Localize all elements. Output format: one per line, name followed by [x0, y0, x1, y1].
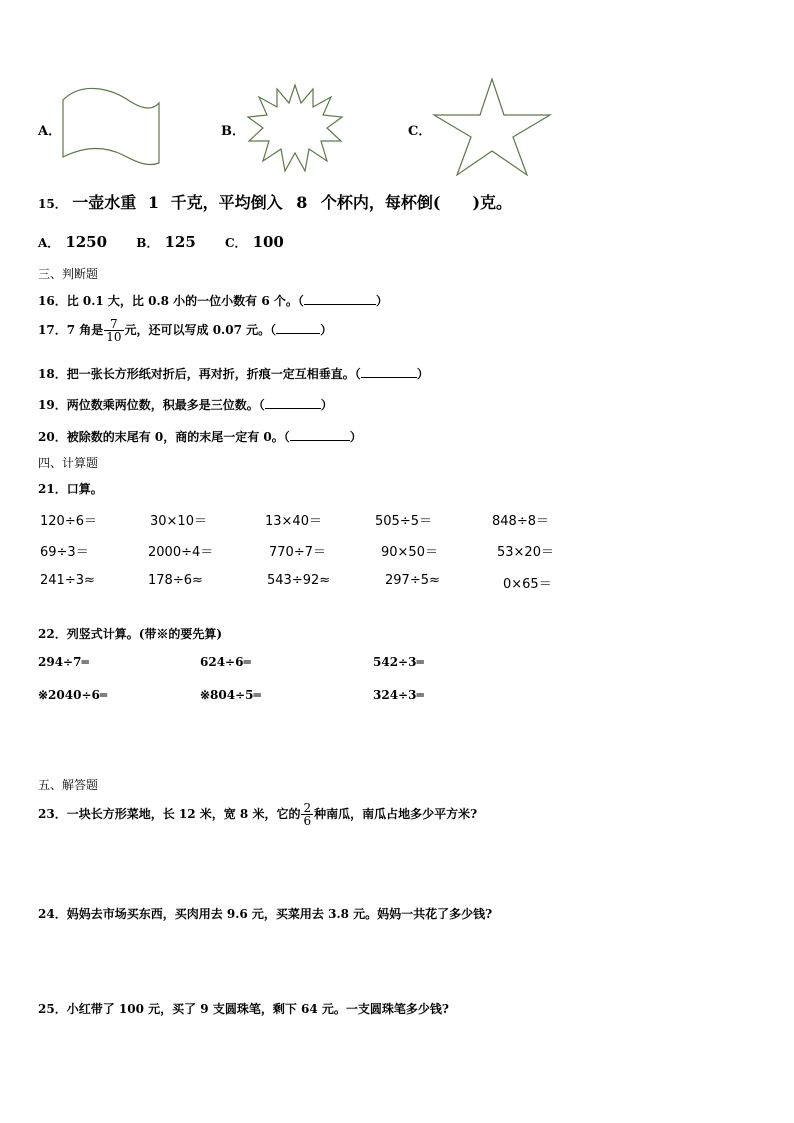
- q18-number: 18．: [38, 367, 67, 381]
- oral-item: 297÷5≈: [385, 573, 440, 588]
- oral-item: 770÷7＝: [269, 545, 326, 560]
- q14-option-a-label: A．: [38, 124, 62, 139]
- q22-number: 22．: [38, 627, 67, 641]
- q23-fraction: [301, 802, 313, 827]
- q15-text-3: 个杯内，每杯倒(: [320, 193, 441, 212]
- oral-item: 241÷3≈: [40, 573, 95, 588]
- q19-number: 19．: [38, 398, 67, 412]
- q18-close: ）: [416, 367, 429, 381]
- oral-item: 0×65＝: [503, 577, 552, 592]
- q17-close: ）: [320, 323, 333, 337]
- oral-item: 178÷6≈: [148, 573, 203, 588]
- q22-text: 列竖式计算。(带※的要先算): [66, 627, 223, 641]
- q15-text-2: 千克，平均倒入: [170, 193, 283, 212]
- oral-item: 53×20＝: [497, 545, 554, 560]
- q14-option-c-label: C．: [408, 124, 432, 139]
- q23-number: 23．: [38, 807, 67, 821]
- question-22: [38, 625, 222, 642]
- oral-item: 30×10＝: [150, 514, 207, 529]
- vertical-calc-item: 294÷7═: [38, 655, 89, 669]
- question-25: [38, 1000, 449, 1017]
- q18-answer-blank[interactable]: [361, 365, 417, 378]
- q23-text-post: 种南瓜，南瓜占地多少平方米?: [314, 807, 478, 821]
- question-17: [38, 318, 332, 343]
- q23-text-pre: 一块长方形菜地，长 12 米，宽 8 米，它的: [66, 807, 301, 821]
- q16-answer-blank[interactable]: [304, 292, 376, 305]
- q20-text: 被除数的末尾有 0，商的末尾一定有 0。（: [66, 430, 290, 444]
- q16-close: ）: [375, 294, 388, 308]
- q17-fraction-denominator: 10: [106, 330, 122, 344]
- q20-number: 20．: [38, 430, 67, 444]
- oral-item: 69÷3＝: [40, 545, 89, 560]
- q17-fraction: [104, 318, 123, 343]
- question-24: [38, 905, 492, 922]
- oral-item: 90×50＝: [381, 545, 438, 560]
- question-19: [38, 396, 333, 413]
- vertical-calc-item: ※2040÷6═: [38, 688, 108, 702]
- q17-text-pre: 7 角是: [66, 323, 104, 337]
- q23-fraction-numerator: 2: [303, 801, 312, 815]
- q15-number: 15．: [38, 197, 67, 211]
- q15-text-1: 一壶水重: [72, 193, 137, 212]
- q23-fraction-denominator: 6: [303, 814, 312, 828]
- starburst-shape-icon: [245, 83, 345, 173]
- q19-answer-blank[interactable]: [265, 396, 321, 409]
- q15-option-b[interactable]: B． 125: [136, 233, 196, 251]
- question-23: [38, 802, 477, 827]
- q18-text: 把一张长方形纸对折后，再对折，折痕一定互相垂直。（: [66, 367, 361, 381]
- flag-shape-icon: [58, 85, 164, 165]
- star-shape-icon: [432, 77, 552, 177]
- oral-item: 848÷8＝: [492, 514, 549, 529]
- q17-fraction-numerator: 7: [104, 318, 123, 331]
- q15-value-2: 8: [296, 193, 308, 212]
- question-15: [38, 190, 512, 213]
- q21-number: 21．: [38, 482, 67, 496]
- oral-item: 543÷92≈: [267, 573, 331, 588]
- q15-option-c[interactable]: C． 100: [225, 233, 284, 251]
- q25-text: 小红带了 100 元，买了 9 支圆珠笔，剩下 64 元。一支圆珠笔多少钱?: [66, 1002, 449, 1016]
- section-4-title: 四、计算题: [38, 456, 99, 470]
- oral-item: 120÷6＝: [40, 514, 97, 529]
- q25-number: 25．: [38, 1002, 67, 1016]
- oral-item: 505÷5＝: [375, 514, 432, 529]
- q21-text: 口算。: [66, 482, 103, 496]
- question-20: [38, 428, 362, 445]
- q19-close: ）: [320, 398, 333, 412]
- question-18: [38, 365, 429, 382]
- q14-option-b-label: B．: [221, 124, 245, 139]
- vertical-calc-item: ※804÷5═: [200, 688, 261, 702]
- vertical-calc-item: 324÷3═: [373, 688, 424, 702]
- q17-number: 17．: [38, 323, 67, 337]
- q15-options: [38, 233, 284, 251]
- q15-option-a[interactable]: A． 1250: [38, 233, 108, 251]
- q16-text: 比 0.1 大，比 0.8 小的一位小数有 6 个。（: [66, 294, 304, 308]
- vertical-calc-item: 542÷3═: [373, 655, 424, 669]
- section-5-title: 五、解答题: [38, 778, 99, 792]
- q24-number: 24．: [38, 907, 67, 921]
- vertical-calc-item: 624÷6═: [200, 655, 251, 669]
- question-21: [38, 480, 103, 497]
- oral-item: 13×40＝: [265, 514, 322, 529]
- q16-number: 16．: [38, 294, 67, 308]
- question-16: [38, 292, 388, 309]
- q20-close: ）: [349, 430, 362, 444]
- q20-answer-blank[interactable]: [290, 428, 350, 441]
- q15-text-4: )克。: [472, 193, 513, 212]
- q19-text: 两位数乘两位数，积最多是三位数。（: [66, 398, 265, 412]
- q17-text-post: 元，还可以写成 0.07 元。（: [124, 323, 277, 337]
- q15-value-1: 1: [147, 193, 160, 212]
- section-3-title: 三、判断题: [38, 267, 99, 281]
- q24-text: 妈妈去市场买东西，买肉用去 9.6 元，买菜用去 3.8 元。妈妈一共花了多少钱?: [66, 907, 493, 921]
- q17-answer-blank[interactable]: [276, 321, 320, 334]
- oral-item: 2000÷4＝: [148, 545, 214, 560]
